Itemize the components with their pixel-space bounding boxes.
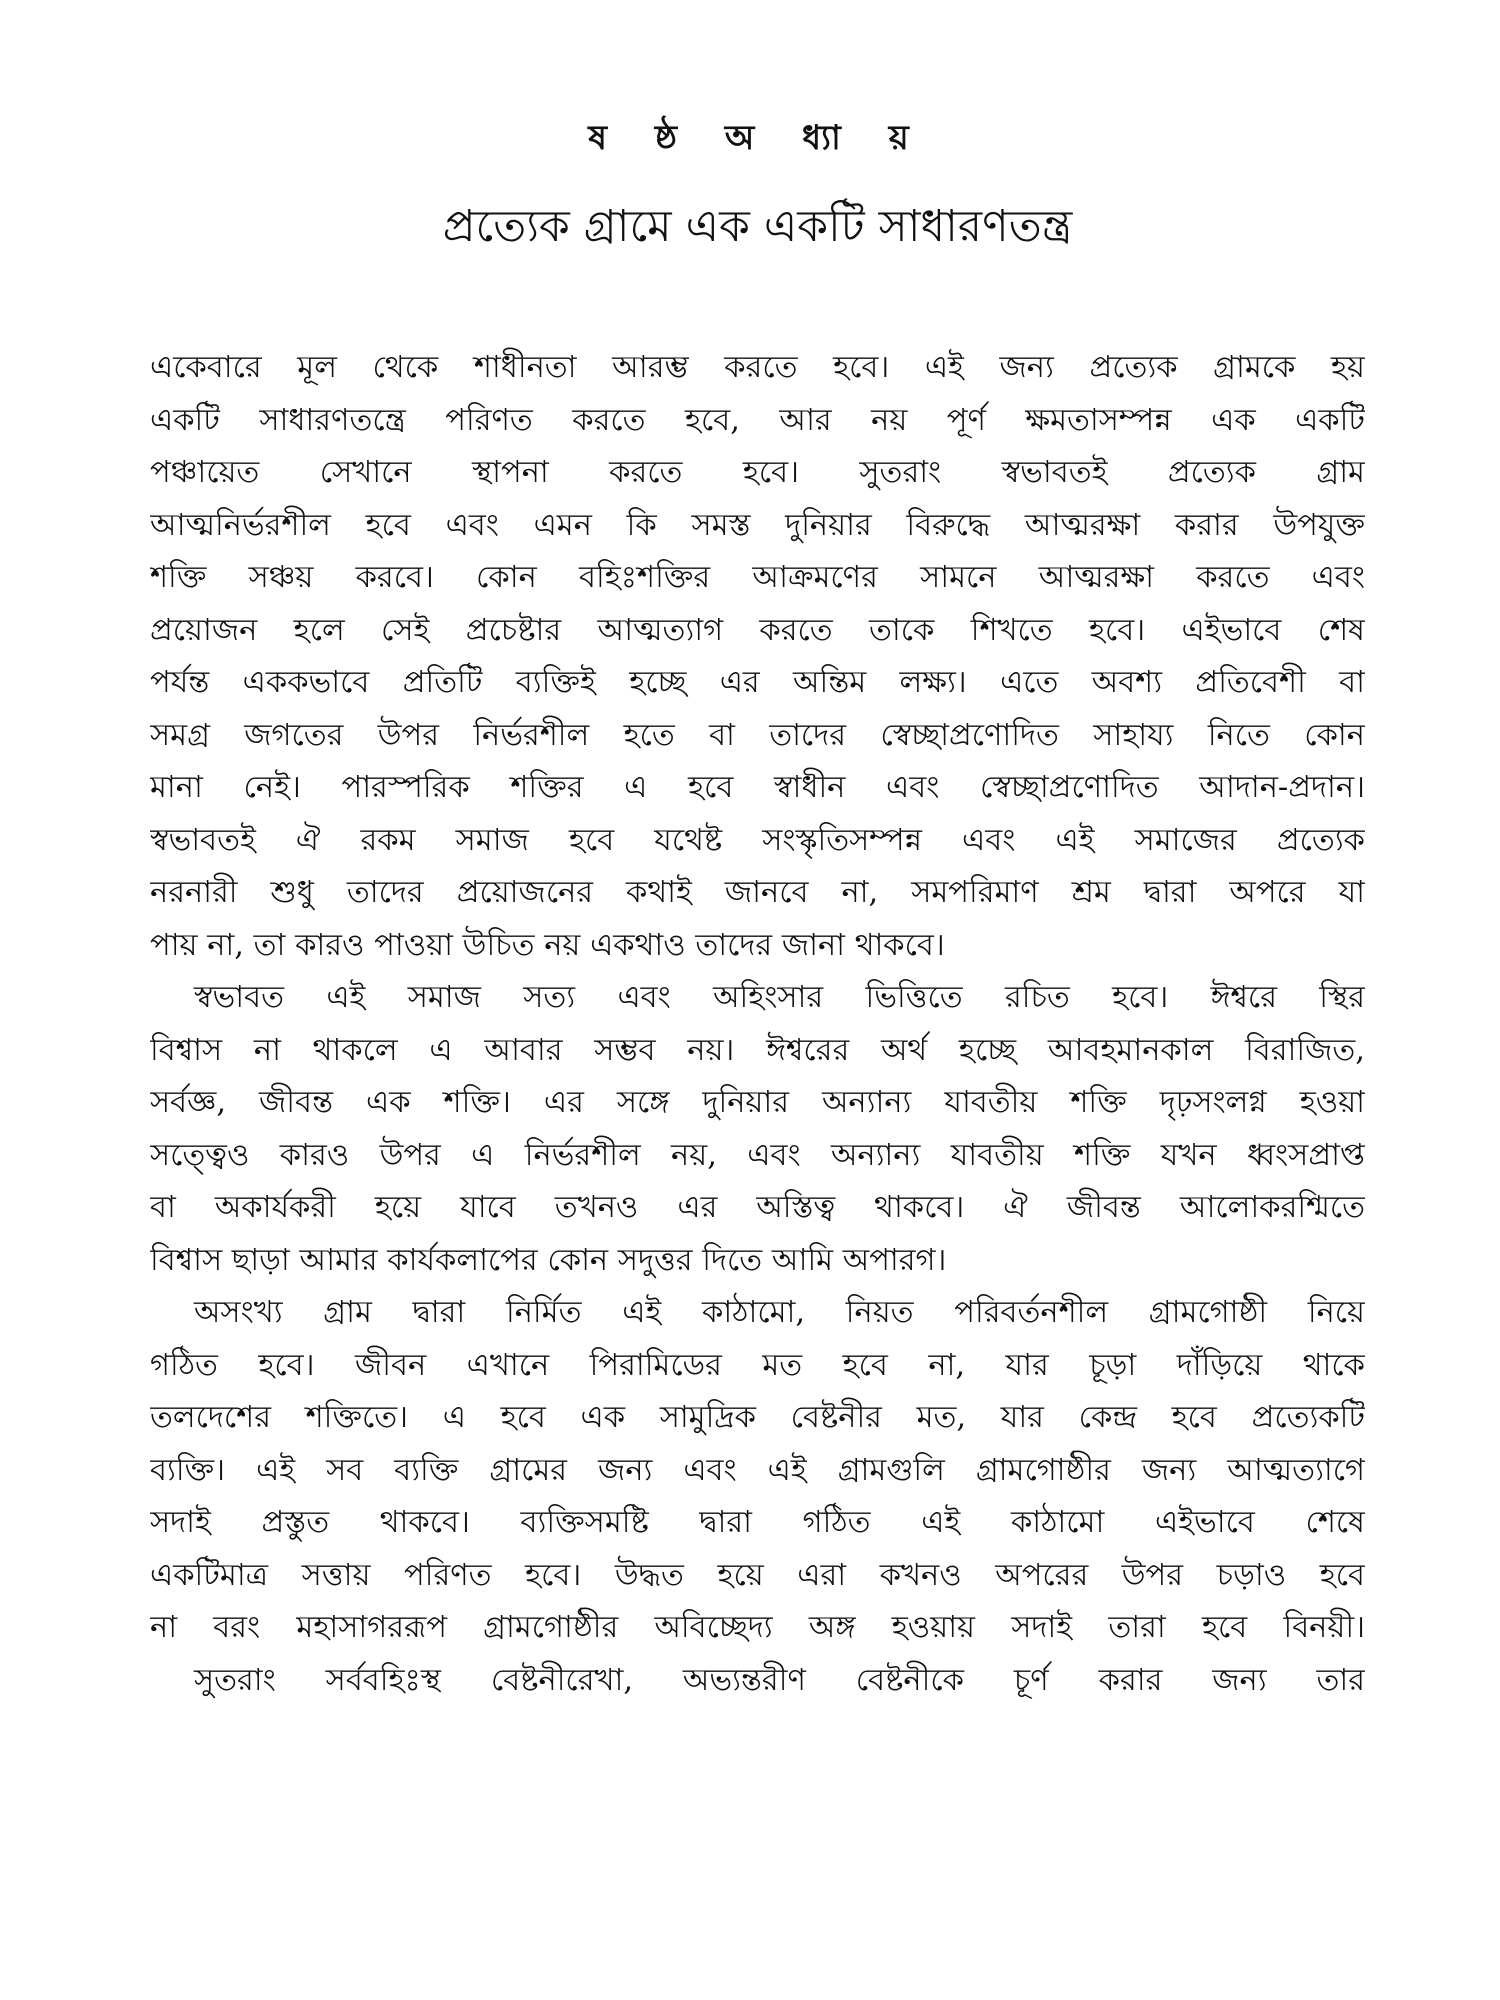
text-line: ব্যক্তি। এই সব ব্যক্তি গ্রামের জন্য এবং এই গ্রামগুলি গ্রামগোষ্ঠীর জন্য আত্মত্যাগে — [150, 1452, 1365, 1488]
paragraph-2 — [150, 972, 1365, 1287]
paragraph-1 — [150, 342, 1365, 972]
text-line: নরনারী শুধু তাদের প্রয়োজনের কথাই জানবে না, সমপরিমাণ শ্রম দ্বারা অপরে যা — [150, 875, 1365, 910]
text-line: পর্যন্ত এককভাবে প্রতিটি ব্যক্তিই হচ্ছে এর অন্তিম লক্ষ্য। এতে অবশ্য প্রতিবেশী বা — [150, 665, 1365, 700]
chapter-label: ষ ষ্ঠ অ ধ্যা য় — [588, 118, 927, 158]
paragraph-4 — [150, 1655, 1365, 1708]
text-line: অসংখ্য গ্রাম দ্বারা নির্মিত এই কাঠামো, নিয়ত পরিবর্তনশীল গ্রামগোষ্ঠী নিয়ে — [194, 1295, 1365, 1330]
text-line: গঠিত হবে। জীবন এখানে পিরামিডের মত হবে না, যার চূড়া দাঁড়িয়ে থাকে — [150, 1347, 1365, 1383]
text-line: বিশ্বাস না থাকলে এ আবার সম্ভব নয়। ঈশ্বরের অর্থ হচ্ছে আবহমানকাল বিরাজিত, — [150, 1032, 1365, 1068]
text-line: পায় না, তা কারও পাওয়া উচিত নয় একথাও তাদের জানা থাকবে। — [150, 927, 945, 963]
text-line: স্বভাবত এই সমাজ সত্য এবং অহিংসার ভিত্তিতে রচিত হবে। ঈশ্বরে স্থির — [194, 980, 1365, 1015]
text-line: সমগ্র জগতের উপর নির্ভরশীল হতে বা তাদের স্বেচ্ছাপ্রণোদিত সাহায্য নিতে কোন — [150, 717, 1365, 753]
page-body — [150, 342, 1365, 1707]
text-line: শক্তি সঞ্চয় করবে। কোন বহিঃশক্তির আক্রমণের সামনে আত্মরক্ষা করতে এবং — [150, 560, 1365, 595]
text-line: সত্ত্বেও কারও উপর এ নির্ভরশীল নয়, এবং অন্যান্য যাবতীয় শক্তি যখন ধ্বংসপ্রাপ্ত — [150, 1137, 1365, 1173]
text-line: না বরং মহাসাগররূপ গ্রামগোষ্ঠীর অবিচ্ছেদ্য অঙ্গ হওয়ায় সদাই তারা হবে বিনয়ী। — [150, 1610, 1365, 1645]
text-line: স্বভাবতই ঐ রকম সমাজ হবে যথেষ্ট সংস্কৃতিসম্পন্ন এবং এই সমাজের প্রত্যেক — [150, 822, 1365, 858]
text-line: তলদেশের শক্তিতে। এ হবে এক সামুদ্রিক বেষ্টনীর মত, যার কেন্দ্র হবে প্রত্যেকটি — [150, 1400, 1365, 1435]
text-line: সর্বজ্ঞ, জীবন্ত এক শক্তি। এর সঙ্গে দুনিয়ার অন্যান্য যাবতীয় শক্তি দৃঢ়সংলগ্ন হওয়া — [150, 1085, 1365, 1120]
text-line: আত্মনির্ভরশীল হবে এবং এমন কি সমস্ত দুনিয়ার বিরুদ্ধে আত্মরক্ষা করার উপযুক্ত — [150, 507, 1365, 543]
text-line: সদাই প্রস্তুত থাকবে। ব্যক্তিসমষ্টি দ্বারা গঠিত এই কাঠামো এইভাবে শেষে — [150, 1505, 1365, 1540]
text-line: মানা নেই। পারস্পরিক শক্তির এ হবে স্বাধীন এবং স্বেচ্ছাপ্রণোদিত আদান-প্রদান। — [150, 770, 1365, 805]
text-line: একেবারে মূল থেকে শাধীনতা আরম্ভ করতে হবে। এই জন্য প্রত্যেক গ্রামকে হয় — [150, 350, 1365, 385]
paragraph-3 — [150, 1287, 1365, 1655]
text-line: একটিমাত্র সত্তায় পরিণত হবে। উদ্ধত হয়ে এরা কখনও অপরের উপর চড়াও হবে — [150, 1557, 1365, 1593]
text-line: প্রয়োজন হলে সেই প্রচেষ্টার আত্মত্যাগ করতে তাকে শিখতে হবে। এইভাবে শেষ — [150, 612, 1365, 648]
text-line: একটি সাধারণতন্ত্রে পরিণত করতে হবে, আর নয় পূর্ণ ক্ষমতাসম্পন্ন এক একটি — [150, 402, 1365, 438]
text-line: পঞ্চায়েত সেখানে স্থাপনা করতে হবে। সুতরাং স্বভাবতই প্রত্যেক গ্রাম — [150, 455, 1365, 490]
chapter-title: প্রত্যেক গ্রামে এক একটি সাধারণতন্ত্র — [442, 201, 1073, 252]
text-line: বা অকার্যকরী হয়ে যাবে তখনও এর অস্তিত্ব থাকবে। ঐ জীবন্ত আলোকরশ্মিতে — [150, 1190, 1365, 1225]
text-line: সুতরাং সর্ববহিঃস্থ বেষ্টনীরেখা, অভ্যন্তরীণ বেষ্টনীকে চূর্ণ করার জন্য তার — [194, 1662, 1365, 1698]
text-line: বিশ্বাস ছাড়া আমার কার্যকলাপের কোন সদুত্তর দিতে আমি অপারগ। — [150, 1242, 947, 1278]
